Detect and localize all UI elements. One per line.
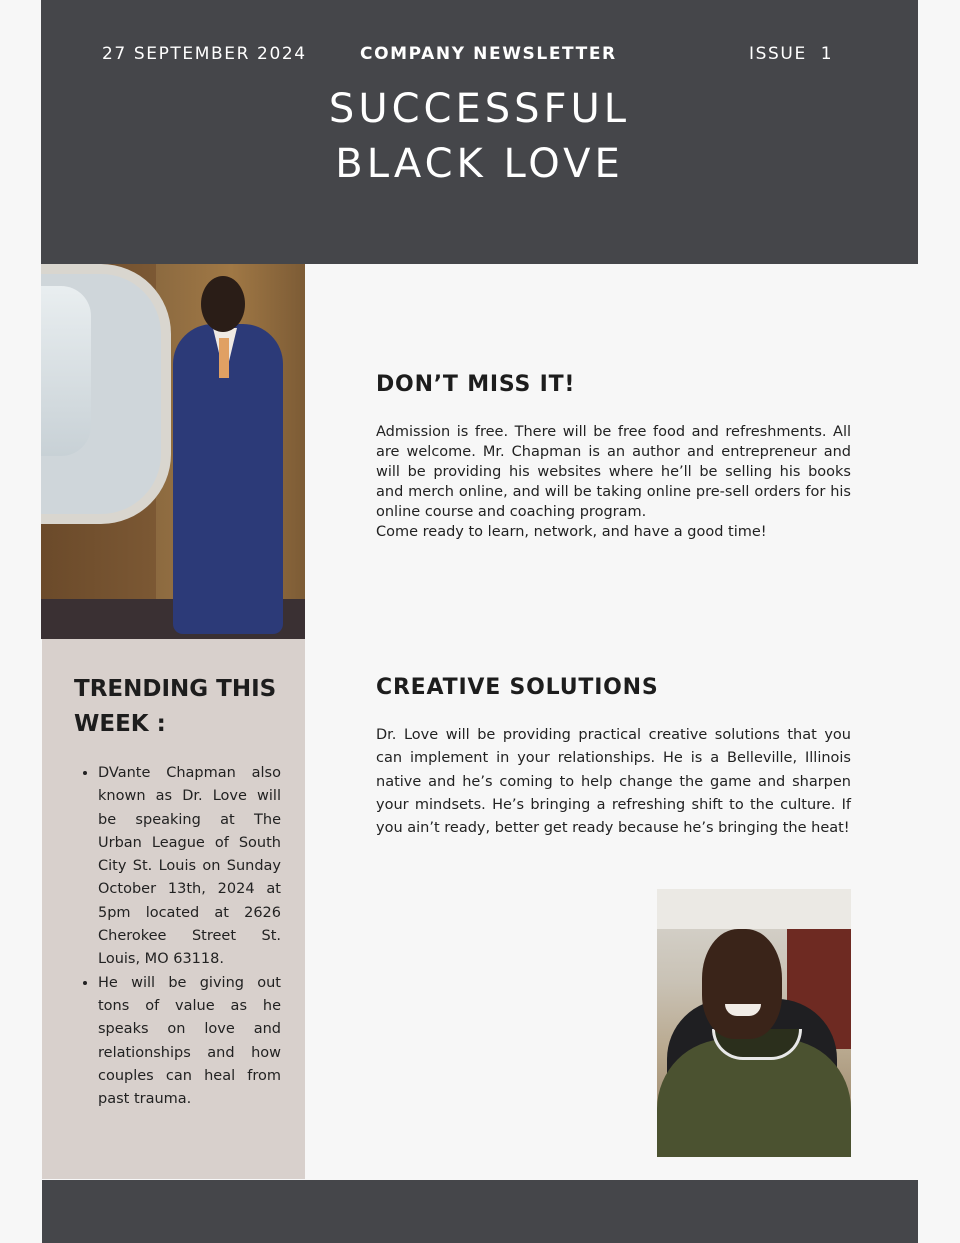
newsletter-title — [41, 82, 918, 192]
photo-face — [702, 929, 782, 1039]
man-in-suit-photo — [41, 264, 305, 639]
creative-solutions-heading: CREATIVE SOLUTIONS — [376, 675, 659, 700]
photo-window — [41, 264, 171, 524]
issue-number: ISSUE 1 — [749, 44, 834, 64]
title-line-2: BLACK LOVE — [335, 141, 624, 187]
dont-miss-it-body — [376, 422, 851, 542]
trending-sidebar — [42, 639, 305, 1179]
newsletter-label: COMPANY NEWSLETTER — [360, 44, 617, 64]
dont-miss-it-closing: Come ready to learn, network, and have a good time! — [376, 524, 767, 540]
trending-item: • DVante Chapman also known as Dr. Love will be speaking at The Urban League of South City St. Louis on Sunday October 13th, 2024 at 5pm located at 2626 Cherokee Street St. Louis, MO 63118. — [98, 762, 281, 972]
photo-head — [201, 276, 245, 332]
dont-miss-it-text: Admission is free. There will be free food and refreshments. All are welcome. Mr. Chapman is an author and entrepreneur and will be providing his websites where he’ll be selling his books and merch online, and will be taking online pre-sell orders for his online course and coaching program. — [376, 424, 851, 520]
dont-miss-it-heading: DON’T MISS IT! — [376, 372, 576, 397]
issue-date: 27 SEPTEMBER 2024 — [102, 44, 307, 64]
trending-item: • He will be giving out tons of value as he speaks on love and relationships and how couples can heal from past trauma. — [98, 972, 281, 1112]
newsletter-header — [41, 0, 918, 264]
smiling-man-photo — [657, 889, 851, 1157]
trending-list — [74, 762, 281, 1111]
trending-heading: TRENDING THIS WEEK : — [74, 676, 277, 737]
newsletter-footer — [42, 1180, 918, 1243]
creative-solutions-body: Dr. Love will be providing practical creative solutions that you can implement in your relationships. He is a Belleville, Illinois native and he’s coming to help change the game and sharpen your mindsets. He’s bringing a refreshing shift to the culture. If you ain’t ready, better get ready because he’s bringing the heat! — [376, 727, 851, 837]
title-line-1: SUCCESSFUL — [328, 86, 631, 132]
